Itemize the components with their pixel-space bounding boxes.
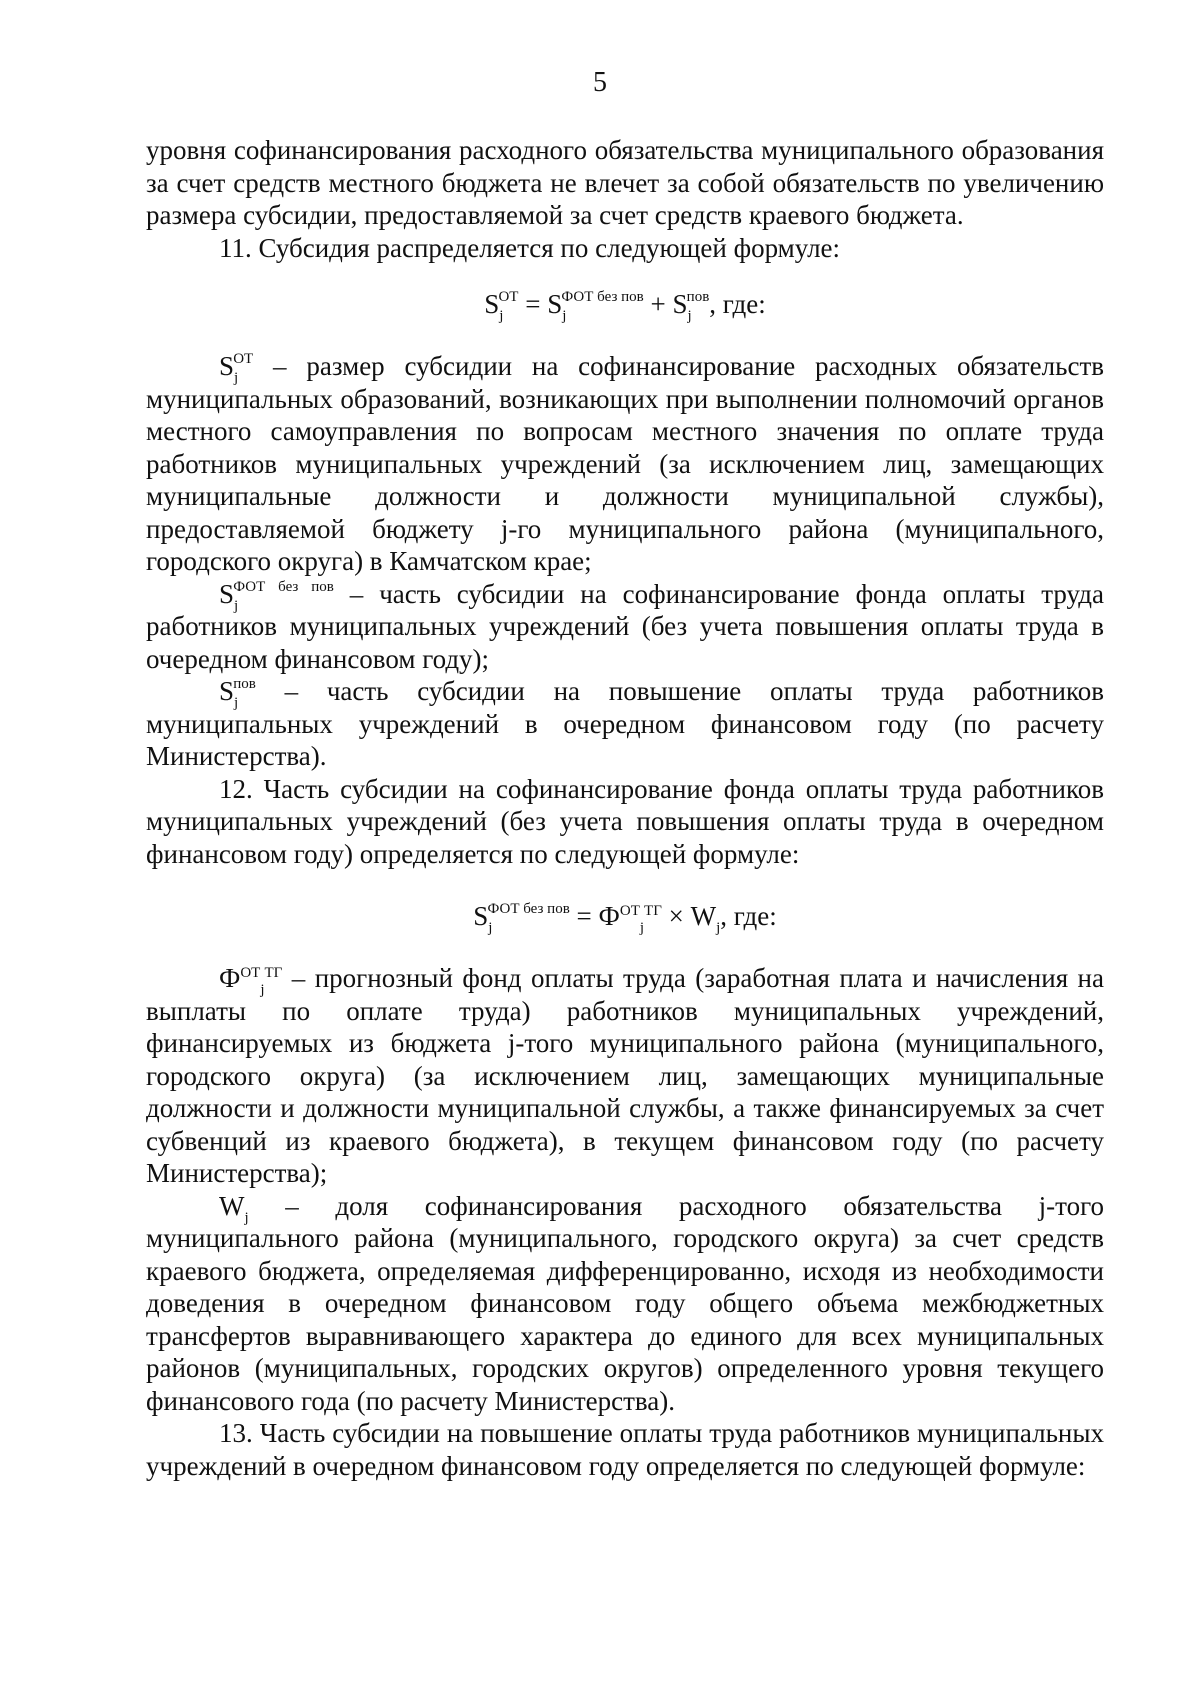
- definition-superscript: ОТ: [233, 351, 254, 367]
- definition-symbol: S: [219, 351, 235, 381]
- definition-s-ot: [146, 350, 1104, 578]
- definition-subscript: j: [234, 597, 239, 614]
- paragraph-11: 11. Субсидия распределяется по следующей формуле:: [219, 232, 841, 263]
- formula-superscript: ОТ: [619, 903, 640, 919]
- page-number: 5: [593, 67, 607, 98]
- definition-symbol: Ф: [219, 963, 241, 993]
- definition-subscript: j: [260, 982, 265, 998]
- formula-operator: =: [569, 901, 599, 931]
- definition-superscript: ФОТ без пов: [233, 578, 334, 595]
- formula-tail: , где:: [720, 901, 777, 931]
- formula-superscript: пов: [686, 289, 710, 305]
- formula-superscript: ТГ: [644, 903, 662, 919]
- formula-subscript: j: [562, 308, 567, 324]
- definition-w: [146, 1190, 1104, 1418]
- formula-subscript: j: [687, 308, 692, 324]
- definition-s-fot: [146, 578, 1104, 676]
- formula-operator: =: [518, 289, 548, 319]
- definition-text: – часть субсидии на софинансирование фонда оплаты труда работников муниципальных учреждений (без учета повышения оплаты труда в очередном финансовом году);: [146, 578, 1105, 674]
- paragraph-13: 13. Часть субсидии на повышение оплаты труда работников муниципальных учреждений в очередном финансовом году определяется по следующей формуле:: [146, 1418, 1104, 1481]
- formula-subscript: j: [716, 920, 721, 936]
- paragraph-12: 12. Часть субсидии на софинансирование фонда оплаты труда работников муниципальных учреждений (без учета повышения оплаты труда в очередном финансовом году) определяется по следующей формуле:: [146, 773, 1104, 869]
- definition-superscript: ТГ: [264, 965, 283, 981]
- formula-symbol: S: [473, 901, 489, 931]
- formula-subscript: j: [488, 920, 493, 936]
- definition-text: – доля софинансирования расходного обязательства j-того муниципального района (муниципального, городского округа) за счет средств краевого бюджета, определяемая дифференцированно, исходя из необходимости доведения в очередном финансовом году общего объема межбюджетных трансфертов выравнивающего характера до единого для всех муниципальных районов (муниципальных, городских округов) определенного уровня текущего финансового года (по расчету Министерства).: [146, 1190, 1104, 1416]
- definition-superscript: пов: [233, 676, 256, 692]
- paragraph-continuation: уровня софинансирования расходного обязательства муниципального образования за счет средств местного бюджета не влечет за собой обязательств по увеличению размера субсидии, предоставляемой за счет средств краевого бюджета.: [146, 135, 1104, 230]
- formula-superscript: ФОТ без пов: [561, 289, 644, 305]
- definition-symbol: W: [219, 1190, 245, 1221]
- formula-tail: , где:: [709, 289, 766, 319]
- formula-symbol: S: [547, 289, 563, 319]
- definition-s-pov: [146, 675, 1104, 773]
- definition-subscript: j: [234, 370, 239, 386]
- formula-symbol: W: [690, 901, 717, 931]
- definition-text: – размер субсидии на софинансирование расходных обязательств муниципальных образований, возникающих при выполнении полномочий органов местного самоуправления по вопросам местного значения по оплате труда работников муниципальных учреждений (за исключением лиц, замещающих муниципальные должности и должности муниципальной службы), предоставляемой бюджету j-го муниципального района (муниципального, городского округа) в Камчатском крае;: [146, 351, 1104, 576]
- definition-symbol: S: [219, 578, 235, 609]
- definition-superscript: ОТ: [240, 965, 261, 981]
- definition-phi-ot: [146, 962, 1104, 1190]
- definition-symbol: S: [219, 676, 235, 706]
- formula-operator: ×: [661, 901, 691, 931]
- formula-symbol: S: [672, 289, 688, 319]
- formula-symbol: S: [484, 289, 500, 319]
- document-body: [146, 134, 1104, 1482]
- formula-subsidy-total: [146, 288, 1104, 324]
- formula-subscript: j: [499, 308, 504, 324]
- definition-subscript: j: [244, 1209, 249, 1226]
- definition-text: – прогнозный фонд оплаты труда (заработная плата и начисления на выплаты по оплате труда) работников муниципальных учреждений, финансируемых из бюджета j-того муниципального района (муниципального, городского округа) (за исключением лиц, замещающих муниципальные должности и должности муниципальной службы, а также финансируемых за счет субвенций из краевого бюджета), в текущем финансовом году (по расчету Министерства);: [146, 963, 1104, 1188]
- definition-subscript: j: [234, 695, 239, 711]
- formula-fot-part: [146, 900, 1104, 936]
- formula-subscript: j: [639, 920, 645, 936]
- formula-operator: +: [643, 289, 673, 319]
- formula-symbol: Ф: [598, 901, 620, 931]
- formula-superscript: ОТ: [498, 289, 519, 305]
- definition-text: – часть субсидии на повышение оплаты труда работников муниципальных учреждений в очередном финансовом году (по расчету Министерства).: [146, 676, 1104, 771]
- formula-superscript: ФОТ без пов: [487, 901, 570, 917]
